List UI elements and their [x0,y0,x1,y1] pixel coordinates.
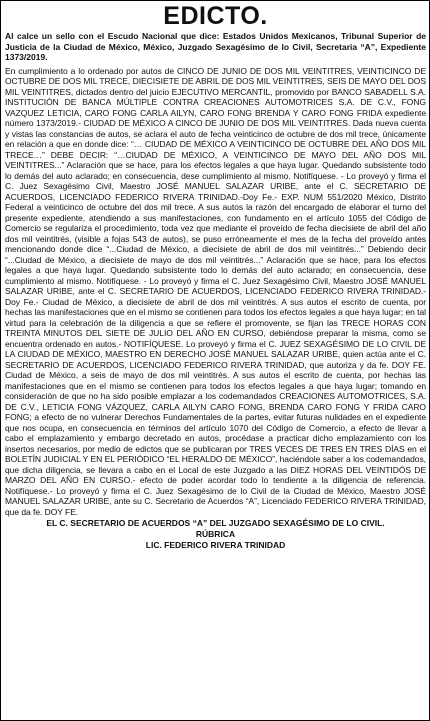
signature-rubrica: RÚBRICA [195,528,236,539]
edict-title: EDICTO. [163,2,268,30]
edict-body: En cumplimiento a lo ordenado por autos de CINCO DE JUNIO DE DOS MIL VEINTITRES, VEINTICINCO DE OCTUBRE DE DOS MIL TRECE, DIECISIETE DE ABRIL DE DOS MIL VEINTITRES, SEIS DE MAYO DEL DOS MIL VEINTITRES, dictados dentro del juicio EJECUTIVO MERCANTIL, promovido por BANCO SABADELL S.A. INSTITUCIÓN DE BANCA MÚLTIPLE CONTRA CREACIONES AUTOMOTRICES S.A. DE C.V., FONG VAZQUEZ LETICIA, CARO FONG CARLA AILYN, CARO FONG BRENDA Y CARO FONG FRIDA expediente número 1373/2019.- CIUDAD DE MÉXICO A CINCO DE JUNIO DE DOS MIL VEINTITRES. Dada nueva cuenta y vistas las constancias de autos, se aclara el auto de fecha veinticinco de octubre de dos mil trece, únicamente en relación a que en donde dice: “… CIUDAD DE MÉXICO A VEINTICINCO DE OCTUBRE DEL AÑO DOS MIL TRECE…” DEBE DECIR: “…CIUDAD DE MÉXICO, A VEINTICINCO DE MAYO DEL AÑO DOS MIL VEINTITRES...” Aclaración que se hace, para los efectos legales a que haya lugar. Quedando subsistente todo lo demás del auto aclarado; en consecuencia, dese cumplimiento al mismo. Notifíquese. - Lo proveyó y firma el C. Juez Sexagésimo Civil, Maestro JOSÉ MANUEL SALAZAR URIBE, ante el C. SECRETARIO DE ACUERDOS, LICENCIADO FEDERICO RIVERA TRINIDAD.-Doy Fe.- EXP. NUM 551/2020 México, Distrito Federal a veinticinco de octubre del dos mil trece. A sus autos la razón del encargado de elaborar el turno del presente expediente, atendiendo a sus manifestaciones, con fundamento en el artículo 1055 del Código de Comercio se regulariza el procedimiento, toda vez que mediante el proveído de fecha diecisiete de abril del año dos mil veintitrés, (visible a fojas 543 de autos), se puso erróneamente el mes de la fecha del proveído antes mencionando donde dice “...Ciudad de México, a diecisiete de abril de dos mil veintitrés...” Debiendo decir “...Ciudad de México, a diecisiete de mayo de dos mil veintitrés...” Aclaración que se hace, para los efectos legales a que haya lugar. Quedando subsistente todo lo demás del auto aclarado; en consecuencia, dese cumplimiento al mismo. Notifíquese. - Lo proveyó y firma el C. Juez Sexagésimo Civil, Maestro JOSÉ MANUEL SALAZAR URIBE, ante el C. SECRETARIO DE ACUERDOS, LICENCIADO FEDERICO RIVERA TRINIDAD.- Doy Fe.- Ciudad de México, a diecisiete de abril de dos mil veintitrés. A sus autos el escrito de cuenta, por hechas las manifestaciones que en el mismo se contienen para todos los efectos legales a que haya lugar; en tal virtud para la celebración de la diligencia a que se refiere el promovente, se fijan las TRECE HORAS CON TREINTA MINUTOS DEL SIETE DE JULIO DEL AÑO EN CURSO, debiéndose preparar la misma, como se encuentra ordenado en autos.- NOTIFÍQUESE. Lo proveyó y firma el C. JUEZ SEXAGÉSIMO DE LO CIVIL DE LA CIUDAD DE MÉXICO, MAESTRO EN DERECHO JOSÉ MANUEL SALAZAR URIBE, quien actúa ante el C. SECRETARIO DE ACUERDOS, LICENCIADO FEDERICO RIVERA TRINIDAD, que autoriza y da fe. DOY FE. Ciudad de México, a seis de mayo de dos mil veintitrés. A sus autos el escrito de cuenta, por hechas las manifestaciones que en el mismo se contienen para todos los efectos legales a que haya lugar; tomando en consideración de que no ha sido posible emplazar a los codemandados CREACIONES AUTOMOTRICES, S.A. DE C.V., LETICIA FONG VÁZQUEZ, CARLA AILYN CARO FONG, BRENDA CARO FONG Y FRIDA CARO FONG; a efecto de no vulnerar Derechos Fundamentales de la partes, evitar futuras nulidades en el expediente que nos ocupa, en consecuencia en términos del artículo 1070 del Código de Comercio, a efecto de llevar a cabo el emplazamiento y embargo decretado en autos, procédase a practicar dicho emplazamiento con los insertos necesarios, por medio de edictos que se publicaran por TRES VECES DE TRES EN TRES DÍAS en el BOLETÍN JUDICIAL Y EN EL PERIÓDICO “EL HERALDO DE MÉXICO”, haciéndole saber a los codemandados, que dicha diligencia, se llevara a cabo en el Local de este Juzgado a las DIEZ HORAS DEL VEINTIDÓS DE MARZO DEL AÑO EN CURSO.- efecto de poder acordar todo lo tendiente a la diligencia de referencia. Notifíquese.- Lo proveyó y firma el C. Juez Sexagésimo de lo Civil de la Ciudad de México, Maestro JOSÉ MANUEL SALAZAR URIBE, ante su C. Secretario de Acuerdos “A”, Licenciado FEDERICO RIVERA TRINIDAD, que da fe. DOY FE. [5,65,426,517]
signature-block [5,518,426,550]
seal-header: Al calce un sello con el Escudo Nacional que dice: Estados Unidos Mexicanos, Tribunal Superior de Justicia de la Ciudad de México, México, Juzgado Sexagésimo de lo Civil, Secretaria “A”, Expediente 1373/2019. [5,31,426,62]
signature-secretary: EL C. SECRETARIO DE ACUERDOS “A” DEL JUZGADO SEXAGÉSIMO DE LO CIVIL. [46,518,385,528]
edict-content [5,3,426,550]
signature-name: LIC. FEDERICO RIVERA TRINIDAD [145,539,286,550]
